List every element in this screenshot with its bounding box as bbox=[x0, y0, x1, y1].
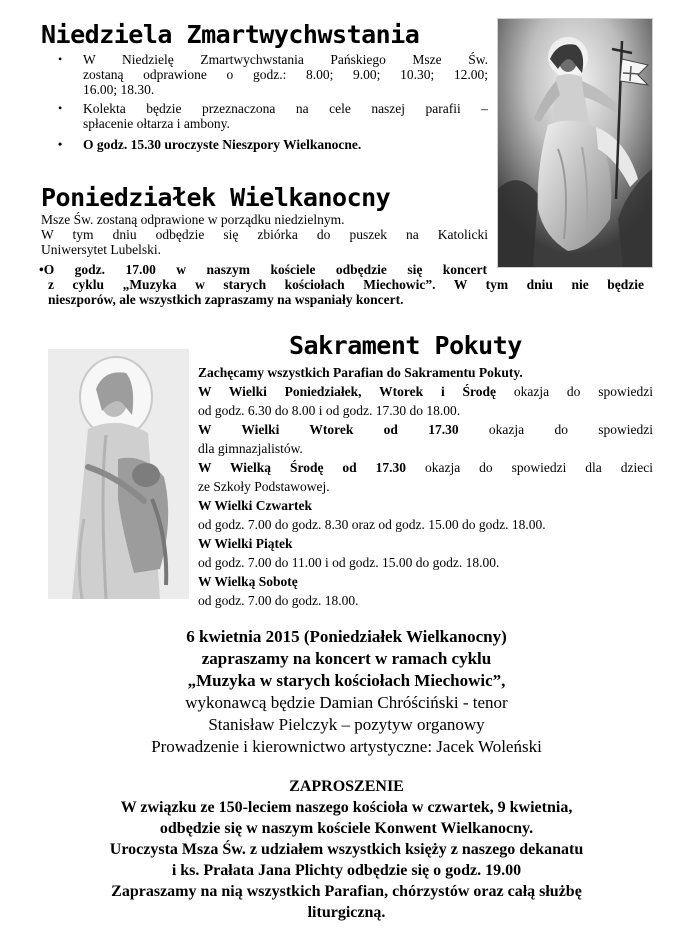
section-title-confession: Sakrament Pokuty bbox=[289, 331, 522, 360]
list-item: • Kolekta będzie przeznaczona na cele naszej parafii – spłacenie ołtarza i ambony. bbox=[58, 101, 488, 131]
concert-line-1: •O godz. 17.00 w naszym kościele odbędzie się koncert bbox=[39, 262, 487, 277]
list-item: • O godz. 15.30 uroczyste Nieszpory Wielkanocne. bbox=[58, 137, 362, 152]
confession-sat-hours: od godz. 7.00 do godz. 18.00. bbox=[198, 593, 359, 608]
confession-tue-students: W Wielki Wtorek od 17.30 okazja do spowiedzi bbox=[198, 422, 654, 437]
confession-intro: Zachęcamy wszystkich Parafian do Sakramentu Pokuty. bbox=[198, 365, 523, 380]
confession-wed-children: W Wielką Środę od 17.30 okazja do spowiedzi dla dzieci bbox=[198, 460, 653, 475]
invitation-title: ZAPROSZENIE bbox=[289, 778, 404, 795]
concert-info bbox=[0, 626, 693, 758]
collection-kul-line-1: W tym dniu odbędzie się zbiórka do puszek na Katolicki bbox=[41, 227, 488, 242]
concert-invite: zapraszamy na koncert w ramach cyklu bbox=[201, 649, 492, 668]
confession-schedule bbox=[198, 363, 653, 610]
masses-note: Msze Św. zostaną odprawione w porządku niedzielnym. bbox=[41, 212, 345, 227]
resurrection-image bbox=[497, 18, 653, 268]
confession-thu-hours: od godz. 7.00 do godz. 8.30 oraz od godz. 15.00 do godz. 18.00. bbox=[198, 517, 546, 532]
concert-series: „Muzyka w starych kościołach Miechowic”, bbox=[187, 671, 506, 690]
section-title-easter-monday: Poniedziałek Wielkanocny bbox=[41, 183, 391, 212]
confession-mon-wed-hours: od godz. 6.30 do 8.00 i od godz. 17.30 do 18.00. bbox=[198, 403, 461, 418]
risen-christ-icon bbox=[498, 19, 652, 267]
section-title-easter-sunday: Niedziela Zmartwychwstania bbox=[41, 20, 420, 49]
mass-times-line-1: W Niedzielę Zmartwychwstania Pańskiego Msze Św. bbox=[83, 52, 488, 67]
confession-fri-heading: W Wielki Piątek bbox=[198, 536, 293, 551]
concert-performer: wykonawcą będzie Damian Chróściński - tenor bbox=[185, 693, 508, 712]
easter-monday-text bbox=[41, 212, 488, 257]
confession-mon-wed: W Wielki Poniedziałek, Wtorek i Środę okazja do spowiedzi bbox=[198, 384, 653, 399]
confession-tue-students-target: dla gimnazjalistów. bbox=[198, 441, 303, 456]
collection-line-2: spłacenie ołtarza i ambony. bbox=[83, 116, 230, 131]
concert-organist: Stanisław Pielczyk – pozytyw organowy bbox=[208, 715, 485, 734]
concert-date: 6 kwietnia 2015 (Poniedziałek Wielkanocny) bbox=[186, 627, 507, 646]
invitation-line: Uroczysta Msza Św. z udziałem wszystkich księży z naszego dekanatu bbox=[109, 841, 584, 858]
invitation bbox=[0, 776, 693, 923]
invitation-line: Zapraszamy na nią wszystkich Parafian, chórzystów oraz całą służbę bbox=[111, 883, 582, 900]
concert-line-2: z cyklu „Muzyka w starych kościołach Miechowic”. W tym dniu nie będzie bbox=[48, 277, 644, 292]
confession-thu-heading: W Wielki Czwartek bbox=[198, 498, 312, 513]
collection-kul-line-2: Uniwersytet Lubelski. bbox=[41, 242, 161, 257]
vespers-note: O godz. 15.30 uroczyste Nieszpory Wielkanocne. bbox=[83, 137, 362, 152]
confession-fri-hours: od godz. 7.00 do 11.00 i od godz. 15.00 do godz. 18.00. bbox=[198, 555, 500, 570]
concert-direction: Prowadzenie i kierownictwo artystyczne: Jacek Woleński bbox=[151, 737, 542, 756]
confession-image bbox=[48, 349, 189, 599]
invitation-line: W związku ze 150-leciem naszego kościoła w czwartek, 9 kwietnia, bbox=[120, 799, 573, 816]
concert-announcement bbox=[39, 262, 644, 307]
invitation-line: i ks. Prałata Jana Plichty odbędzie się o godz. 19.00 bbox=[171, 862, 522, 879]
invitation-line: odbędzie się w naszym kościele Konwent Wielkanocny. bbox=[159, 820, 534, 837]
confession-wed-children-target: ze Szkoły Podstawowej. bbox=[198, 479, 330, 494]
confession-sat-heading: W Wielką Sobotę bbox=[198, 574, 298, 589]
concert-line-3: nieszporów, ale wszystkich zapraszamy na wspaniały koncert. bbox=[48, 292, 404, 307]
invitation-line: liturgiczną. bbox=[307, 904, 386, 921]
list-item: • W Niedzielę Zmartwychwstania Pańskiego Msze Św. zostaną odprawione o godz.: 8.00; 9.00; 10.30; 12.00; 16.00; 18.30. bbox=[58, 52, 488, 97]
mass-times-line-2: zostaną odprawione o godz.: 8.00; 9.00; 10.30; 12.00; bbox=[83, 67, 488, 82]
christ-embrace-icon bbox=[48, 349, 189, 599]
mass-times-line-3: 16.00; 18.30. bbox=[83, 82, 155, 97]
collection-line-1: Kolekta będzie przeznaczona na cele naszej parafii – bbox=[83, 101, 488, 116]
